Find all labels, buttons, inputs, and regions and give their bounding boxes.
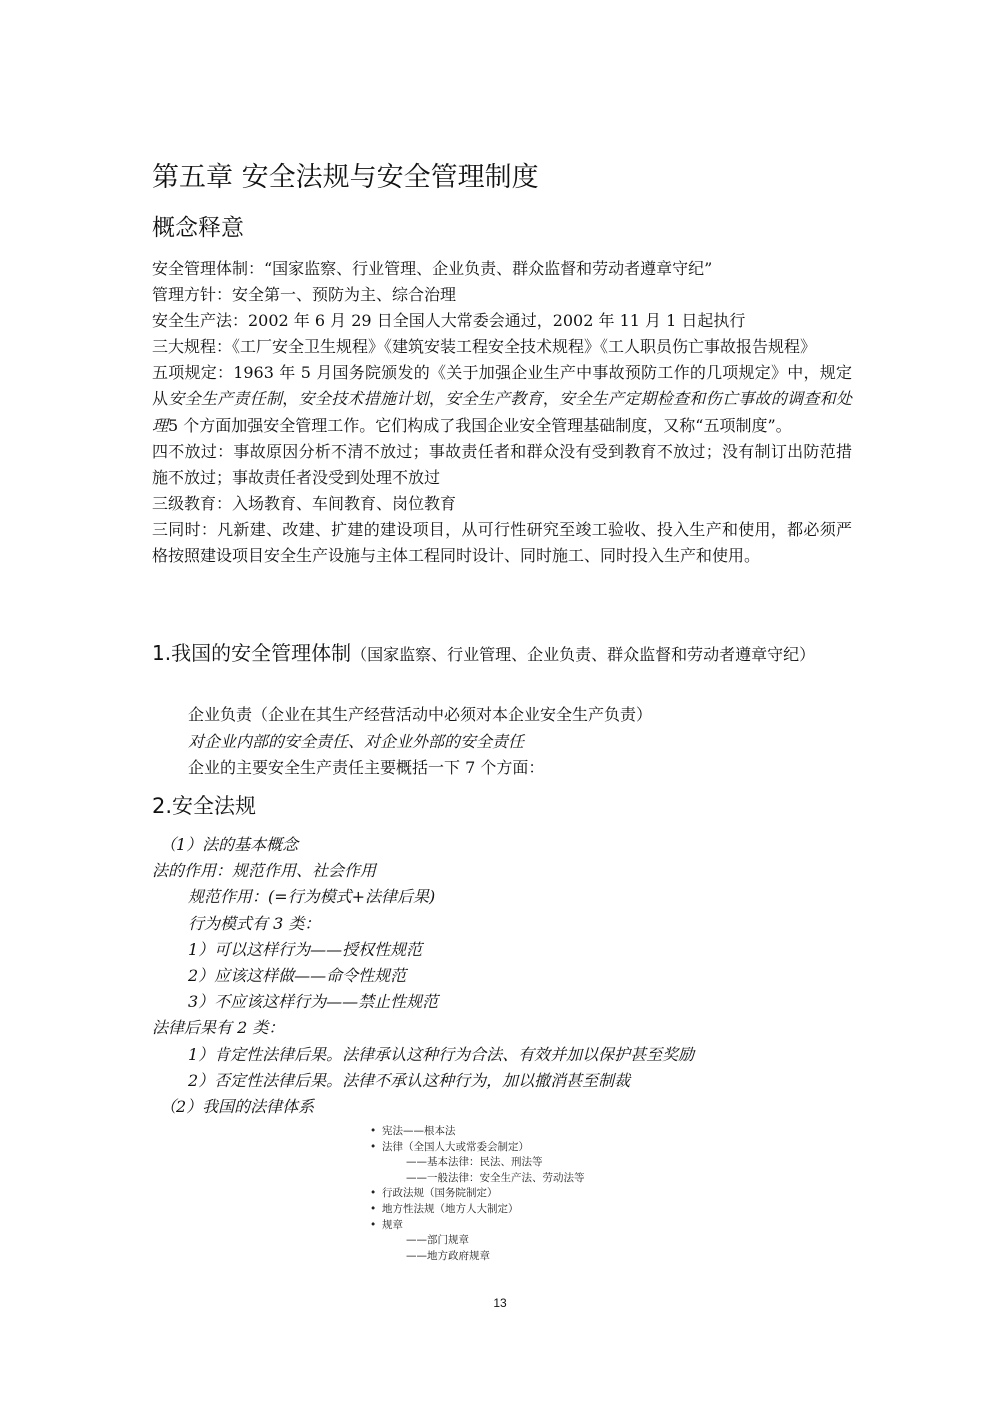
figure-subitem: ——地方政府规章 [406,1249,490,1262]
section2-body [152,832,694,1120]
three-regulations-paragraph: 三大规程：《工厂安全卫生规程》《建筑安装工程安全技术规程》《工人职员伤亡事故报告规程》 [152,337,817,357]
management-system-line: 安全管理体制：“国家监察、行业管理、企业负责、群众监督和劳动者遵章守纪” [152,259,713,278]
figure-item-label: 规章 [382,1218,403,1231]
bullet-icon: • [370,1125,377,1137]
figure-item [370,1202,585,1218]
policy-line: 管理方针：安全第一、预防为主、综合治理 [152,285,457,305]
behavior-mode-item: 3）不应该这样行为——禁止性规范 [188,992,439,1012]
bullet-icon: • [370,1202,377,1215]
production-law-line: 安全生产法：2002 年 6 月 29 日全国人大常委会通过，2002 年 11 月 1 日起执行 [152,311,746,331]
figure-item [370,1140,585,1156]
separator: ， [428,389,446,409]
consequence-item: 2）否定性法律后果。法律不承认这种行为，加以撤消甚至制裁 [188,1070,631,1090]
four-not-release-paragraph: 四不放过：事故原因分析不清不放过；事故责任者和群众没有受到教育不放过；没有制订出防范措施不放过；事故责任者没受到处理不放过 [152,441,852,487]
bullet-icon: • [370,1187,377,1200]
five-rules-suffix: 5 个方面加强安全管理工作。它们构成了我国企业安全管理基础制度，又称“五项制度”。 [168,415,792,435]
separator: ， [282,389,299,409]
section1-heading [152,634,852,674]
consequence-item: 1）肯定性法律后果。法律承认这种行为合法、有效并加以保护甚至奖励 [188,1044,695,1064]
behavior-modes-line: 行为模式有 3 类： [188,913,321,933]
figure-item-label: 行政法规（国务院制定） [382,1187,498,1200]
section1-line: 对企业内部的安全责任、对企业外部的安全责任 [188,731,525,751]
concepts-body [152,256,852,569]
law-role-line: 法的作用：规范作用、社会作用 [152,861,377,881]
figure-item-label: 地方性法规（地方人大制定） [382,1202,519,1215]
five-rules-item: 安全技术措施计划 [298,389,429,409]
figure-subitem: ——部门规章 [406,1234,469,1247]
section1-suffix: （国家监察、行业管理、企业负责、群众监督和劳动者遵章守纪） [351,645,816,664]
section1-body [188,702,652,782]
section1-line: 企业负责（企业在其生产经营活动中必须对本企业安全生产负责） [188,705,653,724]
subsection-heading: （2）我国的法律体系 [160,1097,315,1117]
five-rules-paragraph [152,360,852,438]
figure-item [370,1218,585,1234]
separator: ， [542,389,560,409]
three-level-education-line: 三级教育：入场教育、车间教育、岗位教育 [152,493,457,513]
five-rules-item: 安全生产教育 [445,389,543,409]
figure-subitem: ——一般法律：安全生产法、劳动法等 [406,1171,585,1184]
figure-item [370,1124,585,1140]
section1-line: 企业的主要安全生产责任主要概括一下 7 个方面： [188,758,545,777]
consequences-line: 法律后果有 2 类： [152,1018,285,1038]
norm-role-line: 规范作用：(=行为模式+法律后果) [188,887,436,907]
behavior-mode-item: 1）可以这样行为——授权性规范 [188,939,423,959]
subsection-heading: （1）法的基本概念 [160,835,299,854]
legal-system-figure [370,1124,585,1264]
five-rules-item: 安全生产定期检查和伤亡事故的调查和处理 [152,389,852,435]
three-simultaneous-paragraph: 三同时：凡新建、改建、扩建的建设项目，从可行性研究至竣工验收、投入生产和使用，都必须严格按照建设项目安全生产设施与主体工程同时设计、同时施工、同时投入生产和使用。 [152,519,852,566]
behavior-mode-item: 2）应该这样做——命令性规范 [188,966,407,986]
bullet-icon: • [370,1218,377,1231]
concepts-heading: 概念释意 [152,215,244,241]
figure-item-label: 法律（全国人大或常委会制定） [382,1140,529,1153]
figure-subitem: ——基本法律：民法、刑法等 [406,1156,543,1169]
five-rules-item: 安全生产责任制 [168,389,283,409]
page-number: 13 [493,1296,507,1310]
section1-title: 1.我国的安全管理体制 [152,641,352,665]
figure-item [370,1186,585,1202]
bullet-icon: • [370,1140,377,1153]
chapter-title: 第五章 安全法规与安全管理制度 [152,162,539,193]
figure-item-label: 宪法——根本法 [382,1125,456,1137]
five-rules-prefix: 五项规定：1963 年 5 月国务院颁发的《关于加强企业生产中事故预防工作的几项规定》中，规定从 [152,363,852,409]
section2-heading: 2.安全法规 [152,794,257,818]
